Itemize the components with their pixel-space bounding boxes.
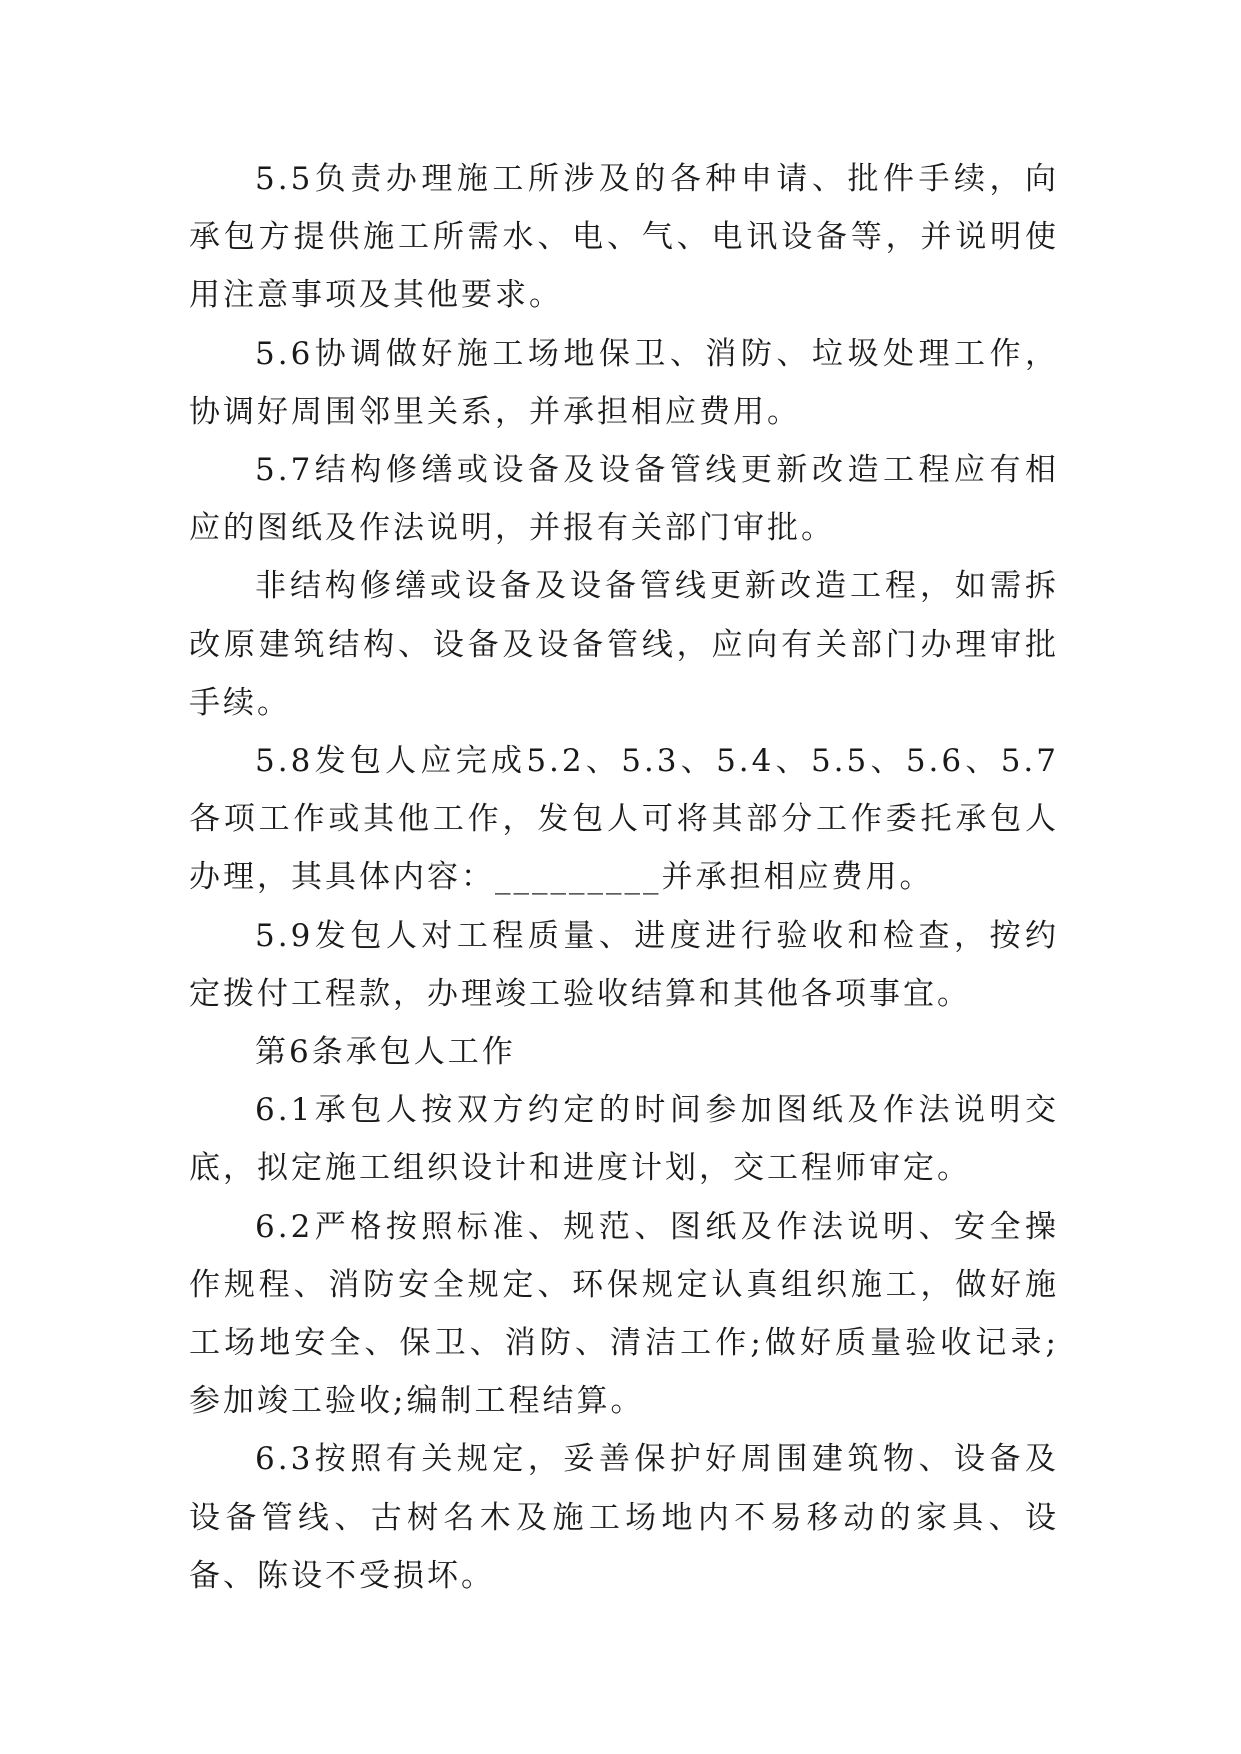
clause-5-7-supplement: 非结构修缮或设备及设备管线更新改造工程，如需拆改原建筑结构、设备及设备管线，应向有关部门办理审批手续。 xyxy=(189,568,1059,721)
clause-5-6: 5.6协调做好施工场地保卫、消防、垃圾处理工作，协调好周围邻里关系，并承担相应费用。 xyxy=(189,335,1059,430)
document-page xyxy=(189,150,1059,1605)
clause-6-1: 6.1承包人按双方约定的时间参加图纸及作法说明交底，拟定施工组织设计和进度计划，交工程师审定。 xyxy=(189,1092,1059,1187)
clause-5-7: 5.7结构修缮或设备及设备管线更新改造工程应有相应的图纸及作法说明，并报有关部门审批。 xyxy=(189,452,1059,547)
clause-5-9: 5.9发包人对工程质量、进度进行验收和检查，按约定拨付工程款，办理竣工验收结算和其他各项事宜。 xyxy=(189,917,1059,1012)
clause-6-3: 6.3按照有关规定，妥善保护好周围建筑物、设备及设备管线、古树名木及施工场地内不易移动的家具、设备、陈设不受损坏。 xyxy=(189,1441,1059,1594)
clause-6-2: 6.2严格按照标准、规范、图纸及作法说明、安全操作规程、消防安全规定、环保规定认真组织施工，做好施工场地安全、保卫、消防、清洁工作;做好质量验收记录;参加竣工验收;编制工程结算。 xyxy=(189,1208,1059,1420)
clause-5-8: 5.8发包人应完成5.2、5.3、5.4、5.5、5.6、5.7各项工作或其他工作，发包人可将其部分工作委托承包人办理，其具体内容：_________并承担相应费用。 xyxy=(189,743,1059,896)
article-6-heading: 第6条承包人工作 xyxy=(255,1034,516,1071)
clause-5-5: 5.5负责办理施工所涉及的各种申请、批件手续，向承包方提供施工所需水、电、气、电讯设备等，并说明使用注意事项及其他要求。 xyxy=(189,161,1059,314)
